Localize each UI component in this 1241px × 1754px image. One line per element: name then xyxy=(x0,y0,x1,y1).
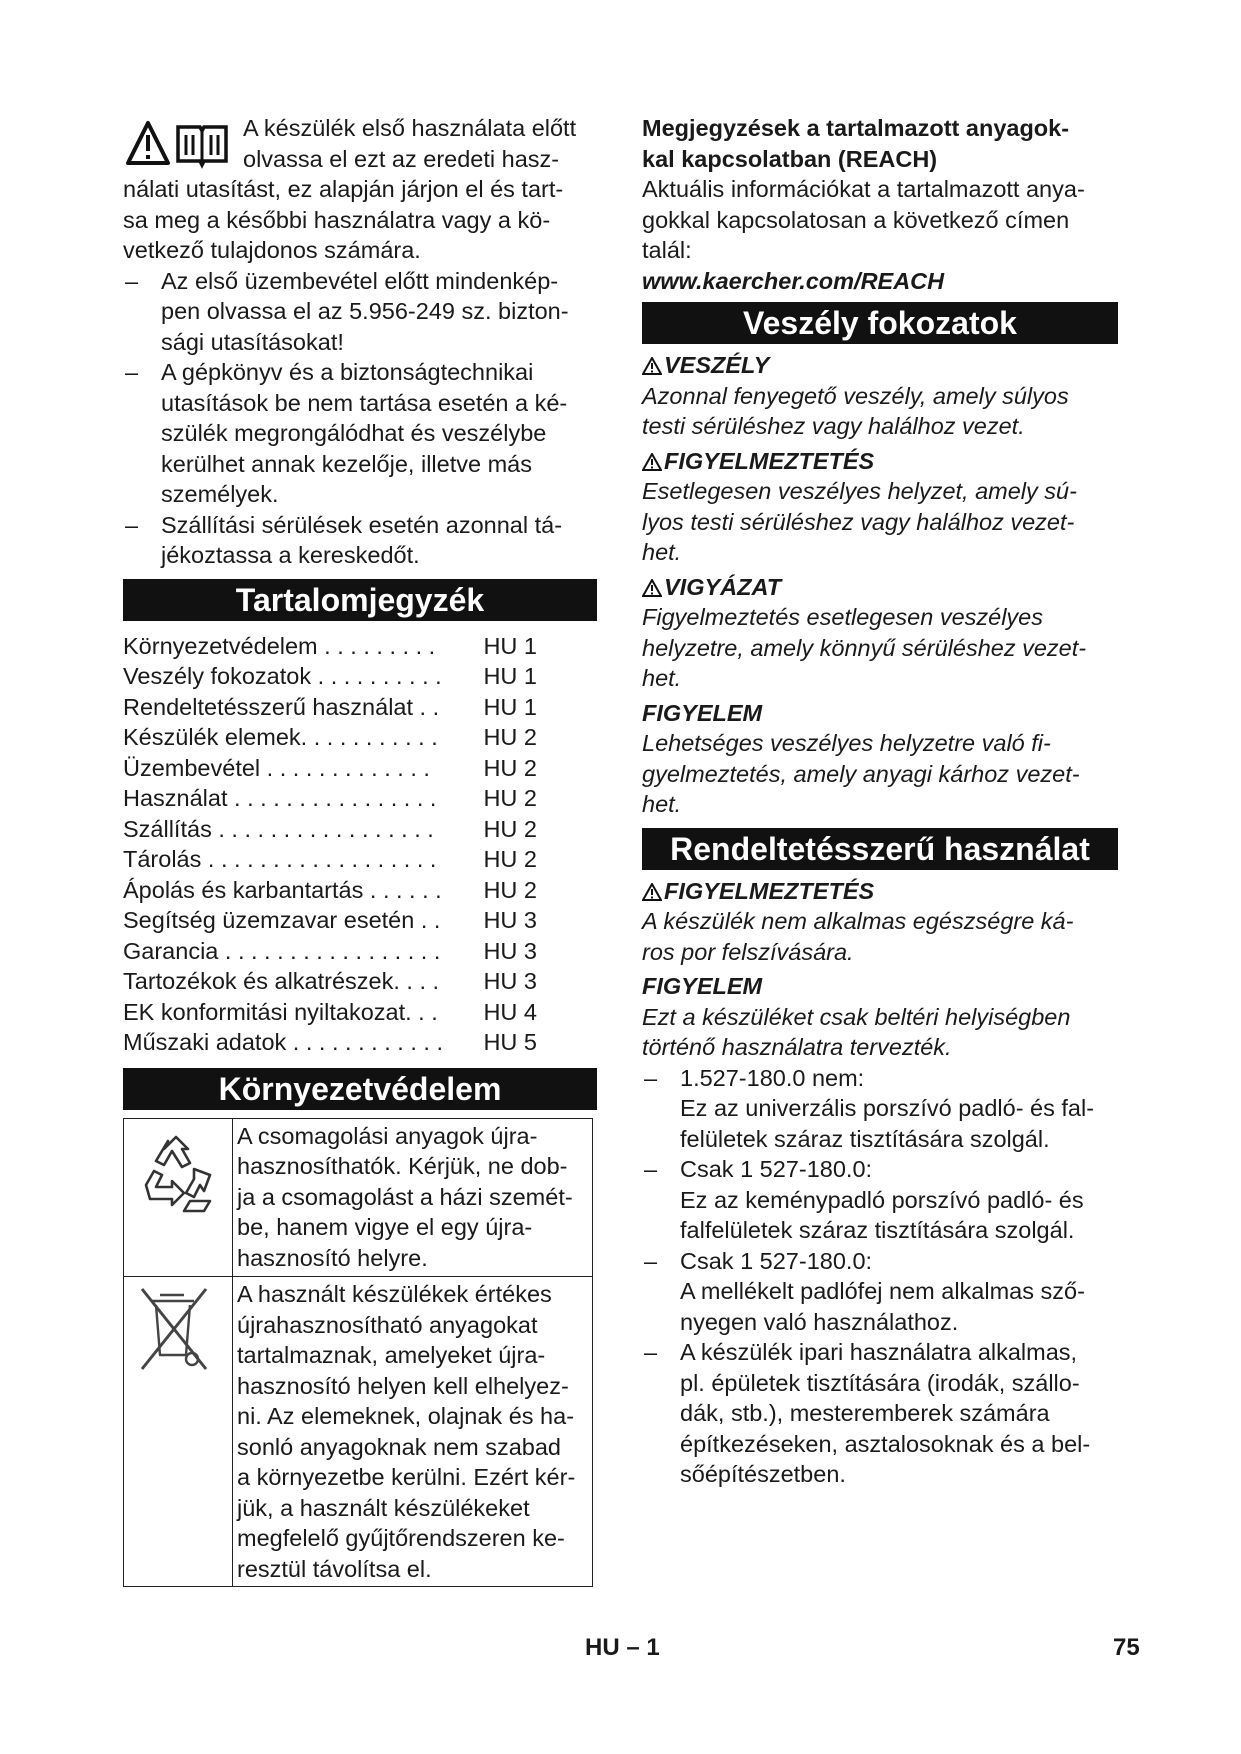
danger-text: lyos testi sérüléshez vagy halálhoz vezet- xyxy=(642,508,1075,535)
toc-item[interactable]: Használat . . . . . . . . . . . . . . . . HU 2 xyxy=(123,785,537,811)
danger-text: het. xyxy=(642,665,682,691)
warning-triangle-icon xyxy=(642,579,662,597)
usage-item: – Csak 1 527-180.0: A mellékelt padlófej nem alkalmas sző- nyegen való használathoz. xyxy=(642,1246,1118,1338)
intro-line: A készülék első használata előtt xyxy=(243,115,577,141)
danger-text: Figyelmeztetés esetlegesen veszélyes xyxy=(642,604,1044,630)
danger-label: VIGYÁZAT xyxy=(664,573,782,600)
usage-heading: Rendeltetésszerű használat xyxy=(642,828,1118,870)
environment-heading: Környezetvédelem xyxy=(123,1068,597,1110)
environment-text: A csomagolási anyagok újra- xyxy=(237,1122,538,1149)
toc-item[interactable]: Veszély fokozatok . . . . . . . . . . HU 1 xyxy=(123,663,537,689)
warning-triangle-icon xyxy=(642,357,662,375)
danger-label: VESZÉLY xyxy=(664,352,770,378)
danger-text: Azonnal fenyegető veszély, amely súlyos xyxy=(642,382,1069,409)
danger-item xyxy=(642,350,1118,442)
danger-text: testi sérüléshez vagy halálhoz vezet. xyxy=(642,413,1025,439)
usage-item: – Csak 1 527-180.0: Ez az keménypadló porszívó padló- és falfelületek száraz tisztítására szolgál. xyxy=(642,1154,1118,1246)
danger-text: het. xyxy=(642,539,682,565)
page-number: 75 xyxy=(1113,1634,1140,1661)
environment-table xyxy=(123,1118,593,1588)
manual-book-icon xyxy=(178,127,226,165)
toc-item[interactable]: Tartozékok és alkatrészek. . . . HU 3 xyxy=(123,968,537,994)
usage-notice-label: FIGYELEM xyxy=(642,973,763,999)
reach-text: talál: xyxy=(642,237,692,263)
left-column xyxy=(123,113,597,1587)
usage-notice-text: Ezt a készüléket csak beltéri helyiségben xyxy=(642,1003,1071,1030)
danger-heading: Veszély fokozatok xyxy=(642,302,1118,344)
toc-item[interactable]: Garancia . . . . . . . . . . . . . . . . . HU 3 xyxy=(123,937,537,964)
reach-heading: kal kapcsolatban (REACH) xyxy=(642,145,938,172)
usage-warning-label: FIGYELMEZTETÉS xyxy=(664,877,875,904)
toc-item[interactable]: Szállítás . . . . . . . . . . . . . . . . . HU 2 xyxy=(123,815,537,842)
usage-notice-text: történő használatra tervezték. xyxy=(642,1034,952,1060)
danger-label: FIGYELMEZTETÉS xyxy=(664,447,875,474)
intro-line: vetkező tulajdonos számára. xyxy=(123,237,421,263)
danger-text: het. xyxy=(642,791,682,817)
usage-warning-text: ros por felszívására. xyxy=(642,938,854,965)
danger-text: Lehetséges veszélyes helyzetre való fi- xyxy=(642,730,1051,756)
danger-item xyxy=(642,572,1118,694)
danger-text: helyzetre, amely könnyű sérüléshez vezet- xyxy=(642,634,1087,661)
danger-item xyxy=(642,698,1118,820)
environment-text: megfelelő gyűjtőrendszeren ke- xyxy=(237,1525,565,1551)
warning-triangle-icon xyxy=(126,119,230,169)
toc-item[interactable]: Környezetvédelem . . . . . . . . . HU 1 xyxy=(123,632,537,659)
reach-text: gokkal kapcsolatosan a következő címen xyxy=(642,206,1070,233)
environment-row-disposal xyxy=(124,1277,593,1587)
toc-item[interactable]: Segítség üzemzavar esetén . . HU 3 xyxy=(123,907,537,933)
environment-text: hasznosíthatók. Kérjük, ne dob- xyxy=(237,1153,568,1179)
danger-item xyxy=(642,446,1118,568)
reach-url-link[interactable]: www.kaercher.com/REACH xyxy=(642,267,945,294)
environment-row-recycle xyxy=(124,1118,593,1277)
intro-bullet: – Szállítási sérülések esetén azonnal tá- jékoztassa a kereskedőt. xyxy=(123,510,597,571)
danger-text: gyelmeztetés, amely anyagi kárhoz vezet- xyxy=(642,760,1080,787)
usage-item: – 1.527-180.0 nem: Ez az univerzális porszívó padló- és fal- felületek száraz tisztítására szolgál. xyxy=(642,1063,1118,1155)
warning-triangle-icon xyxy=(642,453,662,471)
toc-item[interactable]: Rendeltetésszerű használat . . HU 1 xyxy=(123,693,537,720)
intro-line: olvassa el ezt az eredeti hasz- xyxy=(243,145,560,172)
environment-text: A használt készülékek értékes xyxy=(237,1281,552,1307)
toc-item[interactable]: Tárolás . . . . . . . . . . . . . . . . . . HU 2 xyxy=(123,846,537,872)
intro-section xyxy=(123,113,597,266)
toc-list xyxy=(123,631,597,1058)
environment-text: tartalmaznak, amelyeket újra- xyxy=(237,1342,546,1368)
environment-text: a környezetbe kerülni. Ezért kér- xyxy=(237,1464,576,1490)
toc-item[interactable]: Műszaki adatok . . . . . . . . . . . . HU 5 xyxy=(123,1029,537,1055)
intro-bullet: – Az első üzembevétel előtt mindenkép- pen olvassa el az 5.956-249 sz. bizton- sági utasításokat! xyxy=(123,266,597,358)
toc-item[interactable]: EK konformitási nyiltakozat. . . HU 4 xyxy=(123,998,537,1025)
environment-text: ja a csomagolást a házi szemét- xyxy=(237,1183,573,1210)
reach-text: Aktuális információkat a tartalmazott anya- xyxy=(642,176,1085,202)
recycle-icon xyxy=(124,1119,228,1269)
intro-line: nálati utasítást, ez alapján járjon el és tart- xyxy=(123,176,564,202)
toc-item[interactable]: Ápolás és karbantartás . . . . . . HU 2 xyxy=(123,876,537,903)
environment-text: jük, a használt készülékeket xyxy=(237,1494,530,1521)
environment-text: resztül távolítsa el. xyxy=(237,1555,432,1582)
toc-item[interactable]: Üzembevétel . . . . . . . . . . . . . HU 2 xyxy=(123,754,537,781)
crossed-bin-icon xyxy=(124,1277,228,1397)
environment-text: hasznosító helyen kell elhelyez- xyxy=(237,1372,569,1399)
toc-item[interactable]: Készülék elemek. . . . . . . . . . . HU 2 xyxy=(123,724,537,750)
toc-heading: Tartalomjegyzék xyxy=(123,579,597,621)
right-column xyxy=(642,113,1118,1490)
danger-text: Esetlegesen veszélyes helyzet, amely sú- xyxy=(642,478,1077,504)
intro-line: sa meg a későbbi használatra vagy a kö- xyxy=(123,206,551,233)
warning-triangle-icon xyxy=(642,883,662,901)
environment-text: be, hanem vigye el egy újra- xyxy=(237,1214,533,1240)
danger-label: FIGYELEM xyxy=(642,699,763,726)
environment-text: újrahasznosítható anyagokat xyxy=(237,1311,538,1338)
usage-item: – A készülék ipari használatra alkalmas, pl. épületek tisztítására (irodák, szállo- dák, stb.), mesteremberek számára építkezéseken, asztalosoknak és a bel- sőépítészetben. xyxy=(642,1337,1118,1490)
reach-heading: Megjegyzések a tartalmazott anyagok- xyxy=(642,115,1070,141)
footer-section-label: HU – 1 xyxy=(585,1634,660,1661)
environment-text: hasznosító helyre. xyxy=(237,1244,428,1271)
environment-text: sonló anyagoknak nem szabad xyxy=(237,1433,561,1460)
environment-text: ni. Az elemeknek, olajnak és ha- xyxy=(237,1403,575,1429)
usage-warning-text: A készülék nem alkalmas egészségre ká- xyxy=(642,908,1074,934)
intro-bullet: – A gépkönyv és a biztonságtechnikai utasítások be nem tartása esetén a ké- szülék megrongálódhat és veszélybe kerülhet annak kezelője, illetve más személyek. xyxy=(123,357,597,510)
